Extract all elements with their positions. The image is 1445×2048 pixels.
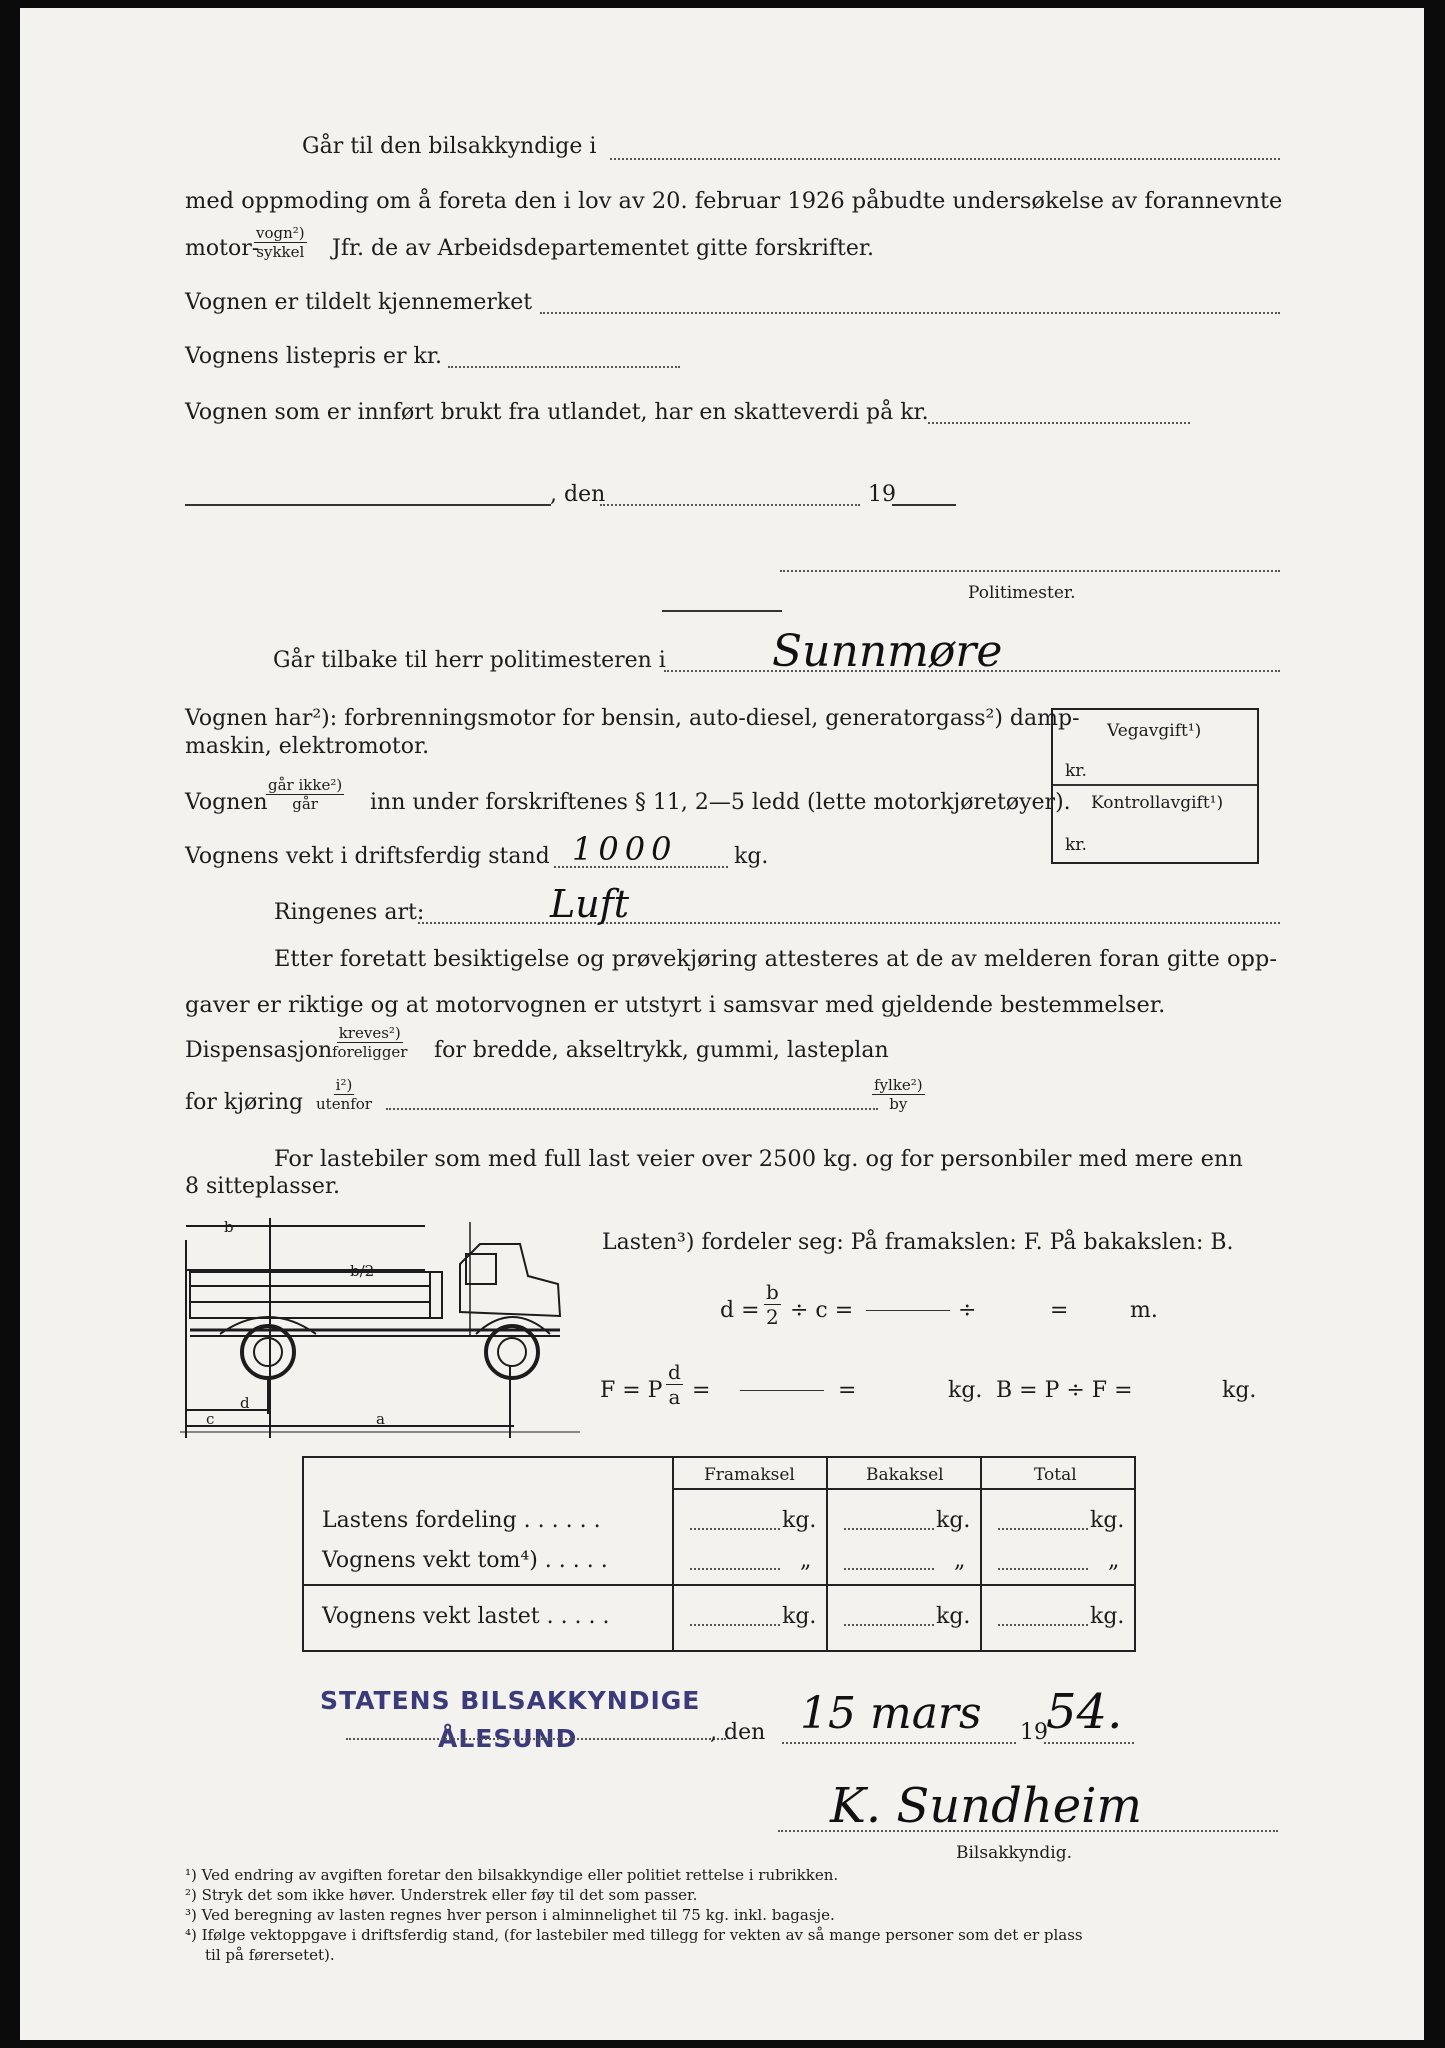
bed-front-board (430, 1272, 442, 1318)
kontrollavgift-kr: kr. (1065, 835, 1087, 855)
cell-unit: „ (800, 1548, 812, 1573)
kjoring-field (386, 1108, 878, 1110)
cell-unit: kg. (782, 1604, 817, 1629)
header-bakaksel: Bakaksel (866, 1465, 944, 1485)
line3-rest: Jfr. de av Arbeidsdepartementet gitte forskrifter. (332, 236, 875, 261)
label-c: c (206, 1410, 215, 1428)
f-kg1: kg. (948, 1378, 983, 1403)
label-a: a (376, 1410, 385, 1428)
d-unit: m. (1130, 1298, 1158, 1323)
fraction-numerator: går ikke²) (268, 776, 343, 794)
line1-field (610, 158, 1280, 160)
front-wheel (486, 1326, 538, 1378)
listepris-label: Vognens listepris er kr. (185, 344, 442, 369)
d-div: ÷ (958, 1298, 977, 1323)
f-kg2: kg. (1222, 1378, 1257, 1403)
b-formula: B = P ÷ F = (996, 1378, 1133, 1403)
bilsakkyndig-signature: K. Sundheim (830, 1778, 1142, 1834)
kjennemerke-label: Vognen er tildelt kjennemerket (185, 290, 533, 315)
separator-line (662, 610, 782, 612)
d-fraction (764, 1280, 781, 1329)
signature-year-prefix: 19 (1020, 1720, 1048, 1745)
fraction-numerator: vogn²) (256, 224, 305, 242)
rear-wheel (242, 1326, 294, 1378)
gaar-fraction (266, 776, 344, 813)
disp-rest: for bredde, akseltrykk, gummi, lasteplan (434, 1038, 889, 1063)
cell-field (690, 1624, 780, 1626)
fraction-denominator: foreligger (332, 1043, 408, 1061)
ring-label: Ringenes art: (274, 900, 425, 925)
laste-line2: 8 sitteplasser. (185, 1174, 340, 1199)
stamp-line2: ÅLESUND (438, 1724, 578, 1753)
disp-prefix: Dispensasjon (185, 1038, 333, 1063)
lasten-line: Lasten³) fordeler seg: På framakslen: F. På bakakslen: B. (602, 1230, 1234, 1255)
disp-fraction (332, 1024, 407, 1061)
fraction-numerator: d (668, 1360, 681, 1384)
footnote-2: ²) Stryk det som ikke høver. Understrek eller føy til det som passer. (185, 1886, 698, 1904)
cell-field (690, 1528, 780, 1530)
cell-field (998, 1568, 1088, 1570)
truck-diagram (180, 1216, 580, 1440)
label-d: d (240, 1394, 250, 1412)
col-divider-1 (672, 1458, 674, 1650)
label-b: b (224, 1218, 234, 1236)
cell-unit: kg. (936, 1604, 971, 1629)
cell-unit: „ (954, 1548, 966, 1573)
laste-line1: For lastebiler som med full last veier over 2500 kg. og for personbiler med mere enn (274, 1146, 1243, 1172)
col-divider-3 (980, 1458, 982, 1650)
cell-field (844, 1568, 934, 1570)
kjoring-prefix: for kjøring (185, 1090, 304, 1115)
fraction-denominator: 2 (766, 1305, 779, 1329)
fraction-numerator: kreves²) (338, 1024, 401, 1042)
fraction-numerator: b (766, 1280, 779, 1304)
vekt-label: Vognens vekt i driftsferdig stand (185, 844, 550, 869)
row-label: Vognens vekt tom⁴) . . . . . (322, 1548, 608, 1573)
fylke-fraction (872, 1076, 925, 1113)
fees-box-divider (1053, 784, 1257, 786)
form-sheet (20, 8, 1424, 2040)
header-total: Total (1034, 1465, 1077, 1485)
skatteverdi-field (928, 422, 1190, 424)
kontrollavgift-label: Kontrollavgift¹) (1091, 793, 1224, 813)
footnote-1: ¹) Ved endring av avgiften foretar den bilsakkyndige eller politiet rettelse i rubrikken. (185, 1866, 839, 1884)
cell-unit: kg. (782, 1508, 817, 1533)
f-eq1: = (692, 1378, 711, 1403)
f-prefix: F = P (600, 1378, 663, 1403)
attest-line1: Etter foretatt besiktigelse og prøvekjøring attesteres at de av melderen foran gitte opp- (274, 946, 1277, 972)
cell-field (998, 1624, 1088, 1626)
politimester-label: Politimester. (968, 583, 1076, 603)
signature-den-label: , den (710, 1720, 766, 1745)
den-label: , den (550, 482, 606, 507)
politimester-signature-field (780, 570, 1280, 572)
cell-unit: kg. (936, 1508, 971, 1533)
ring-handwritten: Luft (550, 882, 630, 926)
cell-unit: „ (1108, 1548, 1120, 1573)
cell-field (844, 1624, 934, 1626)
fraction-denominator: sykkel (256, 243, 305, 261)
footnote-4-continued: til på førersetet). (205, 1946, 335, 1964)
kjoring-fraction (316, 1076, 372, 1113)
vegavgift-kr: kr. (1065, 761, 1087, 781)
col-divider-2 (826, 1458, 828, 1650)
attest-line2: gaver er riktige og at motorvognen er utstyrt i samsvar med gjeldende bestemmelser. (185, 992, 1166, 1018)
footnote-3: ³) Ved beregning av lasten regnes hver person i alminnelighet til 75 kg. inkl. bagasje. (185, 1906, 835, 1924)
skatteverdi-label: Vognen som er innført brukt fra utlandet, har en skatteverdi på kr. (185, 400, 929, 425)
row-label: Lastens fordeling . . . . . . (322, 1508, 601, 1533)
footnote-4: ⁴) Ifølge vektoppgave i driftsferdig stand, (for lastebiler med tillegg for vekten av så mange personer som det er plass (185, 1926, 1083, 1944)
gaar-rest: inn under forskriftenes § 11, 2—5 ledd (lette motorkjøretøyer). (370, 790, 1071, 815)
f-fraction (666, 1360, 683, 1409)
truck-bed (190, 1272, 430, 1318)
fees-box (1051, 708, 1259, 864)
fraction-denominator: by (889, 1095, 908, 1113)
place-field (185, 504, 551, 506)
cell-unit: kg. (1090, 1604, 1125, 1629)
row-label: Vognens vekt lastet . . . . . (322, 1604, 610, 1629)
d-blank (866, 1310, 950, 1311)
cell-field (998, 1528, 1088, 1530)
vogn-sykkel-fraction (254, 224, 307, 261)
distribution-table (302, 1456, 1136, 1652)
fraction-denominator: går (292, 795, 318, 813)
date-field (600, 504, 860, 506)
fraction-denominator: a (668, 1385, 681, 1409)
bilsakkyndig-label: Bilsakkyndig. (956, 1843, 1072, 1863)
year-field (892, 504, 956, 506)
d-eq: = (1050, 1298, 1069, 1323)
gaar-prefix: Vognen (185, 790, 268, 815)
signature-year-value: 54. (1046, 1684, 1123, 1740)
ring-field (418, 922, 1280, 924)
fraction-denominator: utenfor (316, 1095, 372, 1113)
har-line1: Vognen har²): forbrenningsmotor for bensin, auto-diesel, generatorgass²) damp- (185, 706, 1080, 731)
listepris-field (448, 366, 680, 368)
fraction-numerator: i²) (335, 1076, 353, 1094)
d-rest: ÷ c = (790, 1298, 854, 1323)
fraction-numerator: fylke²) (874, 1076, 923, 1094)
label-b2: b/2 (350, 1262, 375, 1280)
signature-year-field (1044, 1742, 1134, 1744)
f-eq2: = (838, 1378, 857, 1403)
year-prefix: 19 (868, 482, 896, 507)
har-line2: maskin, elektromotor. (185, 734, 430, 759)
place-signature-field (346, 1738, 726, 1740)
header-framaksel: Framaksel (704, 1465, 795, 1485)
signature-date-field (782, 1742, 1016, 1744)
d-prefix: d = (720, 1298, 760, 1323)
header-divider (672, 1488, 1134, 1490)
stamp-line1: STATENS BILSAKKYNDIGE (320, 1686, 701, 1715)
vekt-handwritten: 1000 (572, 830, 678, 868)
line3-prefix: motor- (185, 236, 260, 261)
cell-field (690, 1568, 780, 1570)
line2-text: med oppmoding om å foreta den i lov av 20. februar 1926 påbudte undersøkelse av forannevnte (185, 188, 1283, 214)
kjennemerke-field (540, 312, 1280, 314)
vekt-unit: kg. (734, 844, 769, 869)
cell-unit: kg. (1090, 1508, 1125, 1533)
tilbake-label: Går tilbake til herr politimesteren i (273, 648, 666, 673)
line1-label: Går til den bilsakkyndige i (302, 134, 597, 159)
signature-date-value: 15 mars (800, 1688, 982, 1739)
vegavgift-label: Vegavgift¹) (1107, 721, 1202, 741)
cell-field (844, 1528, 934, 1530)
tilbake-handwritten: Sunnmøre (772, 626, 1003, 677)
f-blank (740, 1390, 824, 1391)
row-divider (304, 1584, 1134, 1586)
